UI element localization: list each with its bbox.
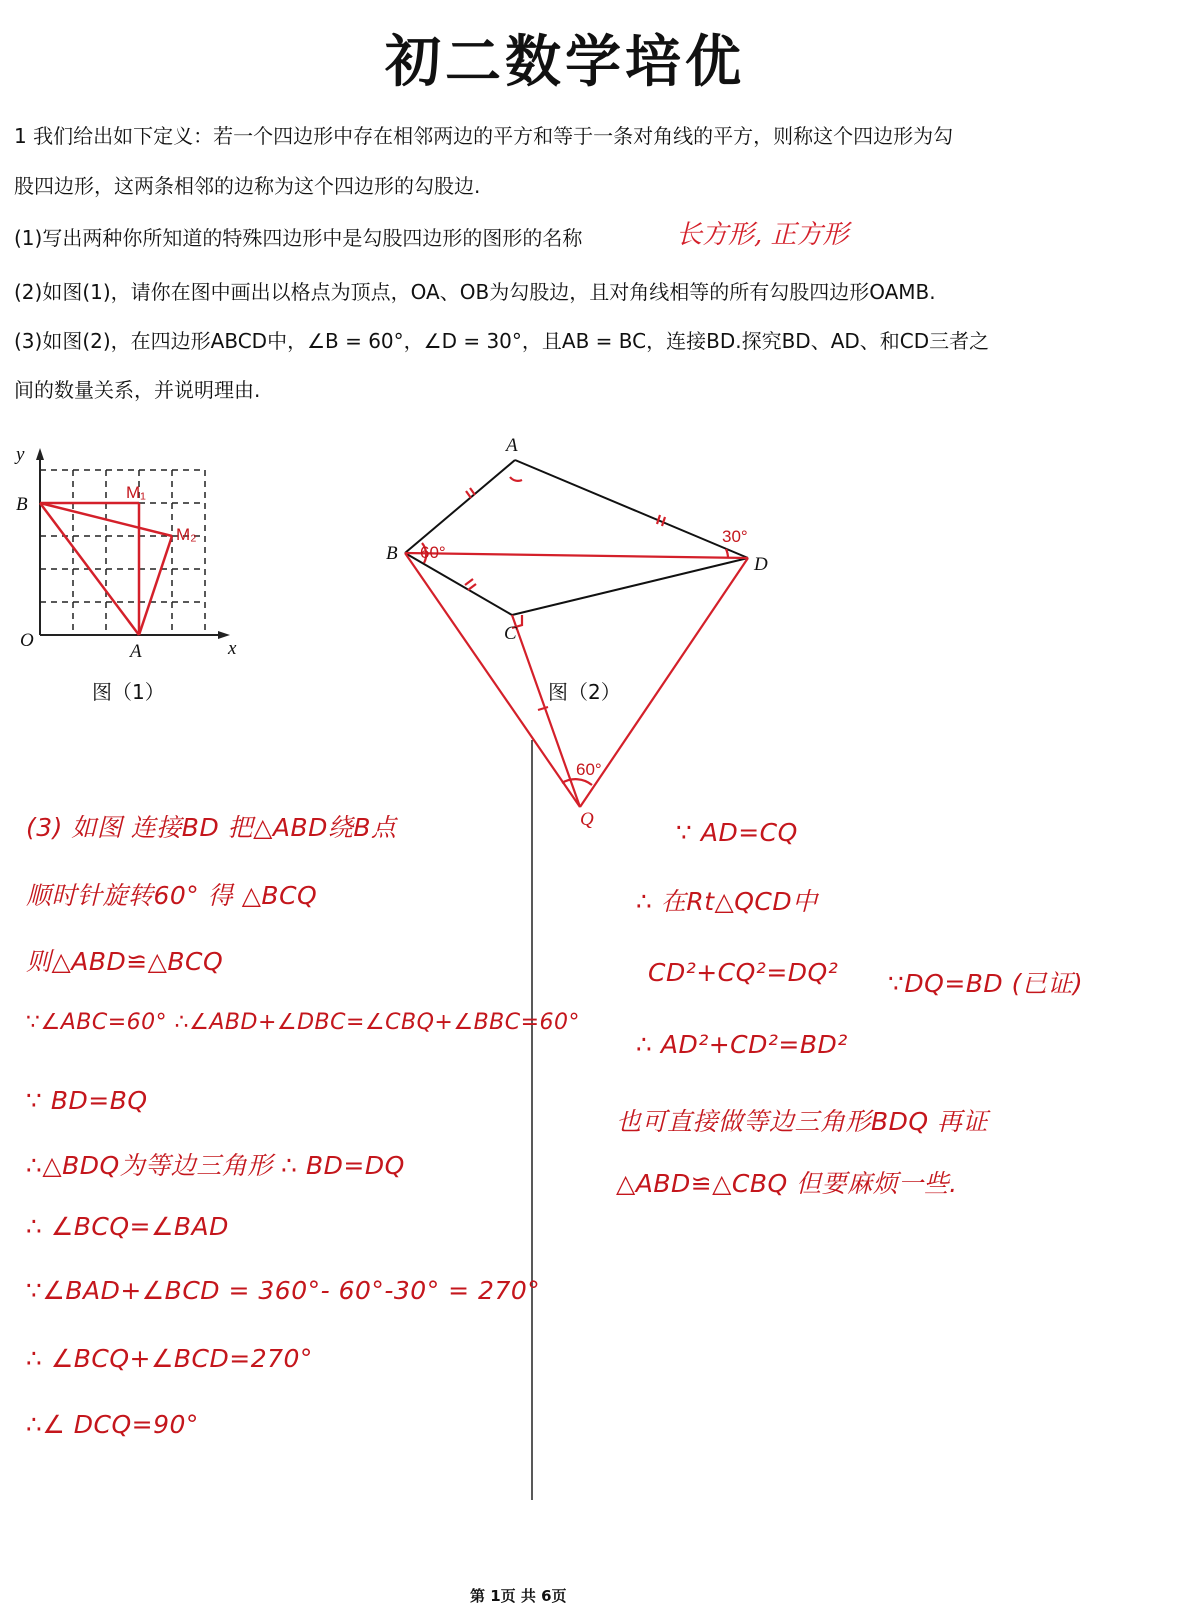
solution-right-line-1: ∵ AD=CQ — [676, 818, 798, 847]
solution-left-line-5: ∵ BD=BQ — [26, 1086, 148, 1115]
fig1-point-m1-label: M₁ — [126, 483, 146, 502]
solution-right-line-6: 也可直接做等边三角形BDQ 再证 — [616, 1107, 989, 1136]
solution-right-line-4: ∵DQ=BD (已证) — [888, 969, 1084, 998]
solution-left-line-3: 则△ABD≌△BCQ — [26, 947, 224, 976]
solution-left-line-2: 顺时针旋转60° 得 △BCQ — [26, 881, 318, 910]
question-line-1: 1 我们给出如下定义：若一个四边形中存在相邻两边的平方和等于一条对角线的平方，则称这个四边形为勾 — [14, 124, 954, 148]
solution-left-line-6: ∴△BDQ为等边三角形 ∴ BD=DQ — [26, 1151, 405, 1180]
fig1-origin-label: O — [20, 630, 34, 651]
fig1-x-axis-label: x — [228, 638, 237, 659]
question-part-3-line-1: (3)如图(2)，在四边形ABCD中，∠B = 60°，∠D = 30°，且AB = BC，连接BD.探究BD、AD、和CD三者之 — [14, 329, 990, 353]
solution-left-line-9: ∴ ∠BCQ+∠BCD=270° — [26, 1344, 313, 1373]
figure-2-caption: 图（2） — [548, 680, 621, 704]
part-1-handwritten-answer: 长方形, 正方形 — [676, 220, 849, 250]
question-part-2: (2)如图(1)，请你在图中画出以格点为顶点，OA、OB为勾股边，且对角线相等的所有勾股四边形OAMB. — [14, 280, 936, 304]
fig1-point-a-label: A — [130, 641, 142, 662]
solution-left-line-10: ∴∠ DCQ=90° — [26, 1410, 199, 1439]
figure-1-caption: 图（1） — [92, 680, 165, 704]
fig2-angle-q-label: 60° — [576, 760, 602, 779]
fig1-point-b-label: B — [16, 494, 28, 515]
solution-right-line-5: ∴ AD²+CD²=BD² — [636, 1030, 848, 1059]
page-footer: 第 1页 共 6页 — [470, 1587, 567, 1605]
solution-left-line-8: ∵∠BAD+∠BCD = 360°- 60°-30° = 270° — [26, 1276, 541, 1305]
solution-left-line-4: ∵∠ABC=60° ∴∠ABD+∠DBC=∠CBQ+∠BBC=60° — [26, 1010, 581, 1035]
fig2-point-c-label: C — [504, 623, 517, 644]
fig2-point-d-label: D — [754, 554, 768, 575]
solution-right-line-2: ∴ 在Rt△QCD中 — [636, 887, 818, 916]
question-part-1: (1)写出两种你所知道的特殊四边形中是勾股四边形的图形的名称 — [14, 226, 583, 250]
question-part-3-line-2: 间的数量关系，并说明理由. — [14, 378, 261, 402]
page-title: 初二数学培优 — [385, 29, 745, 95]
fig2-angle-b-label: 60° — [420, 543, 446, 562]
fig2-point-a-label: A — [506, 435, 518, 456]
column-divider — [530, 740, 534, 1500]
figure-1-grid-diagram — [10, 440, 250, 670]
fig2-point-q-label: Q — [580, 809, 594, 830]
fig2-angle-d-label: 30° — [722, 527, 748, 546]
figure-2-quadrilateral-diagram — [370, 425, 790, 845]
solution-left-line-7: ∴ ∠BCQ=∠BAD — [26, 1212, 229, 1241]
question-line-2: 股四边形，这两条相邻的边称为这个四边形的勾股边. — [14, 174, 481, 198]
solution-left-line-1: (3) 如图 连接BD 把△ABD绕B点 — [26, 813, 397, 842]
fig2-point-b-label: B — [386, 543, 398, 564]
fig1-y-axis-label: y — [16, 444, 25, 465]
solution-right-line-7: △ABD≌△CBQ 但要麻烦一些. — [616, 1169, 958, 1198]
solution-right-line-3: CD²+CQ²=DQ² — [648, 958, 839, 987]
fig1-point-m2-label: M₂ — [176, 525, 197, 544]
